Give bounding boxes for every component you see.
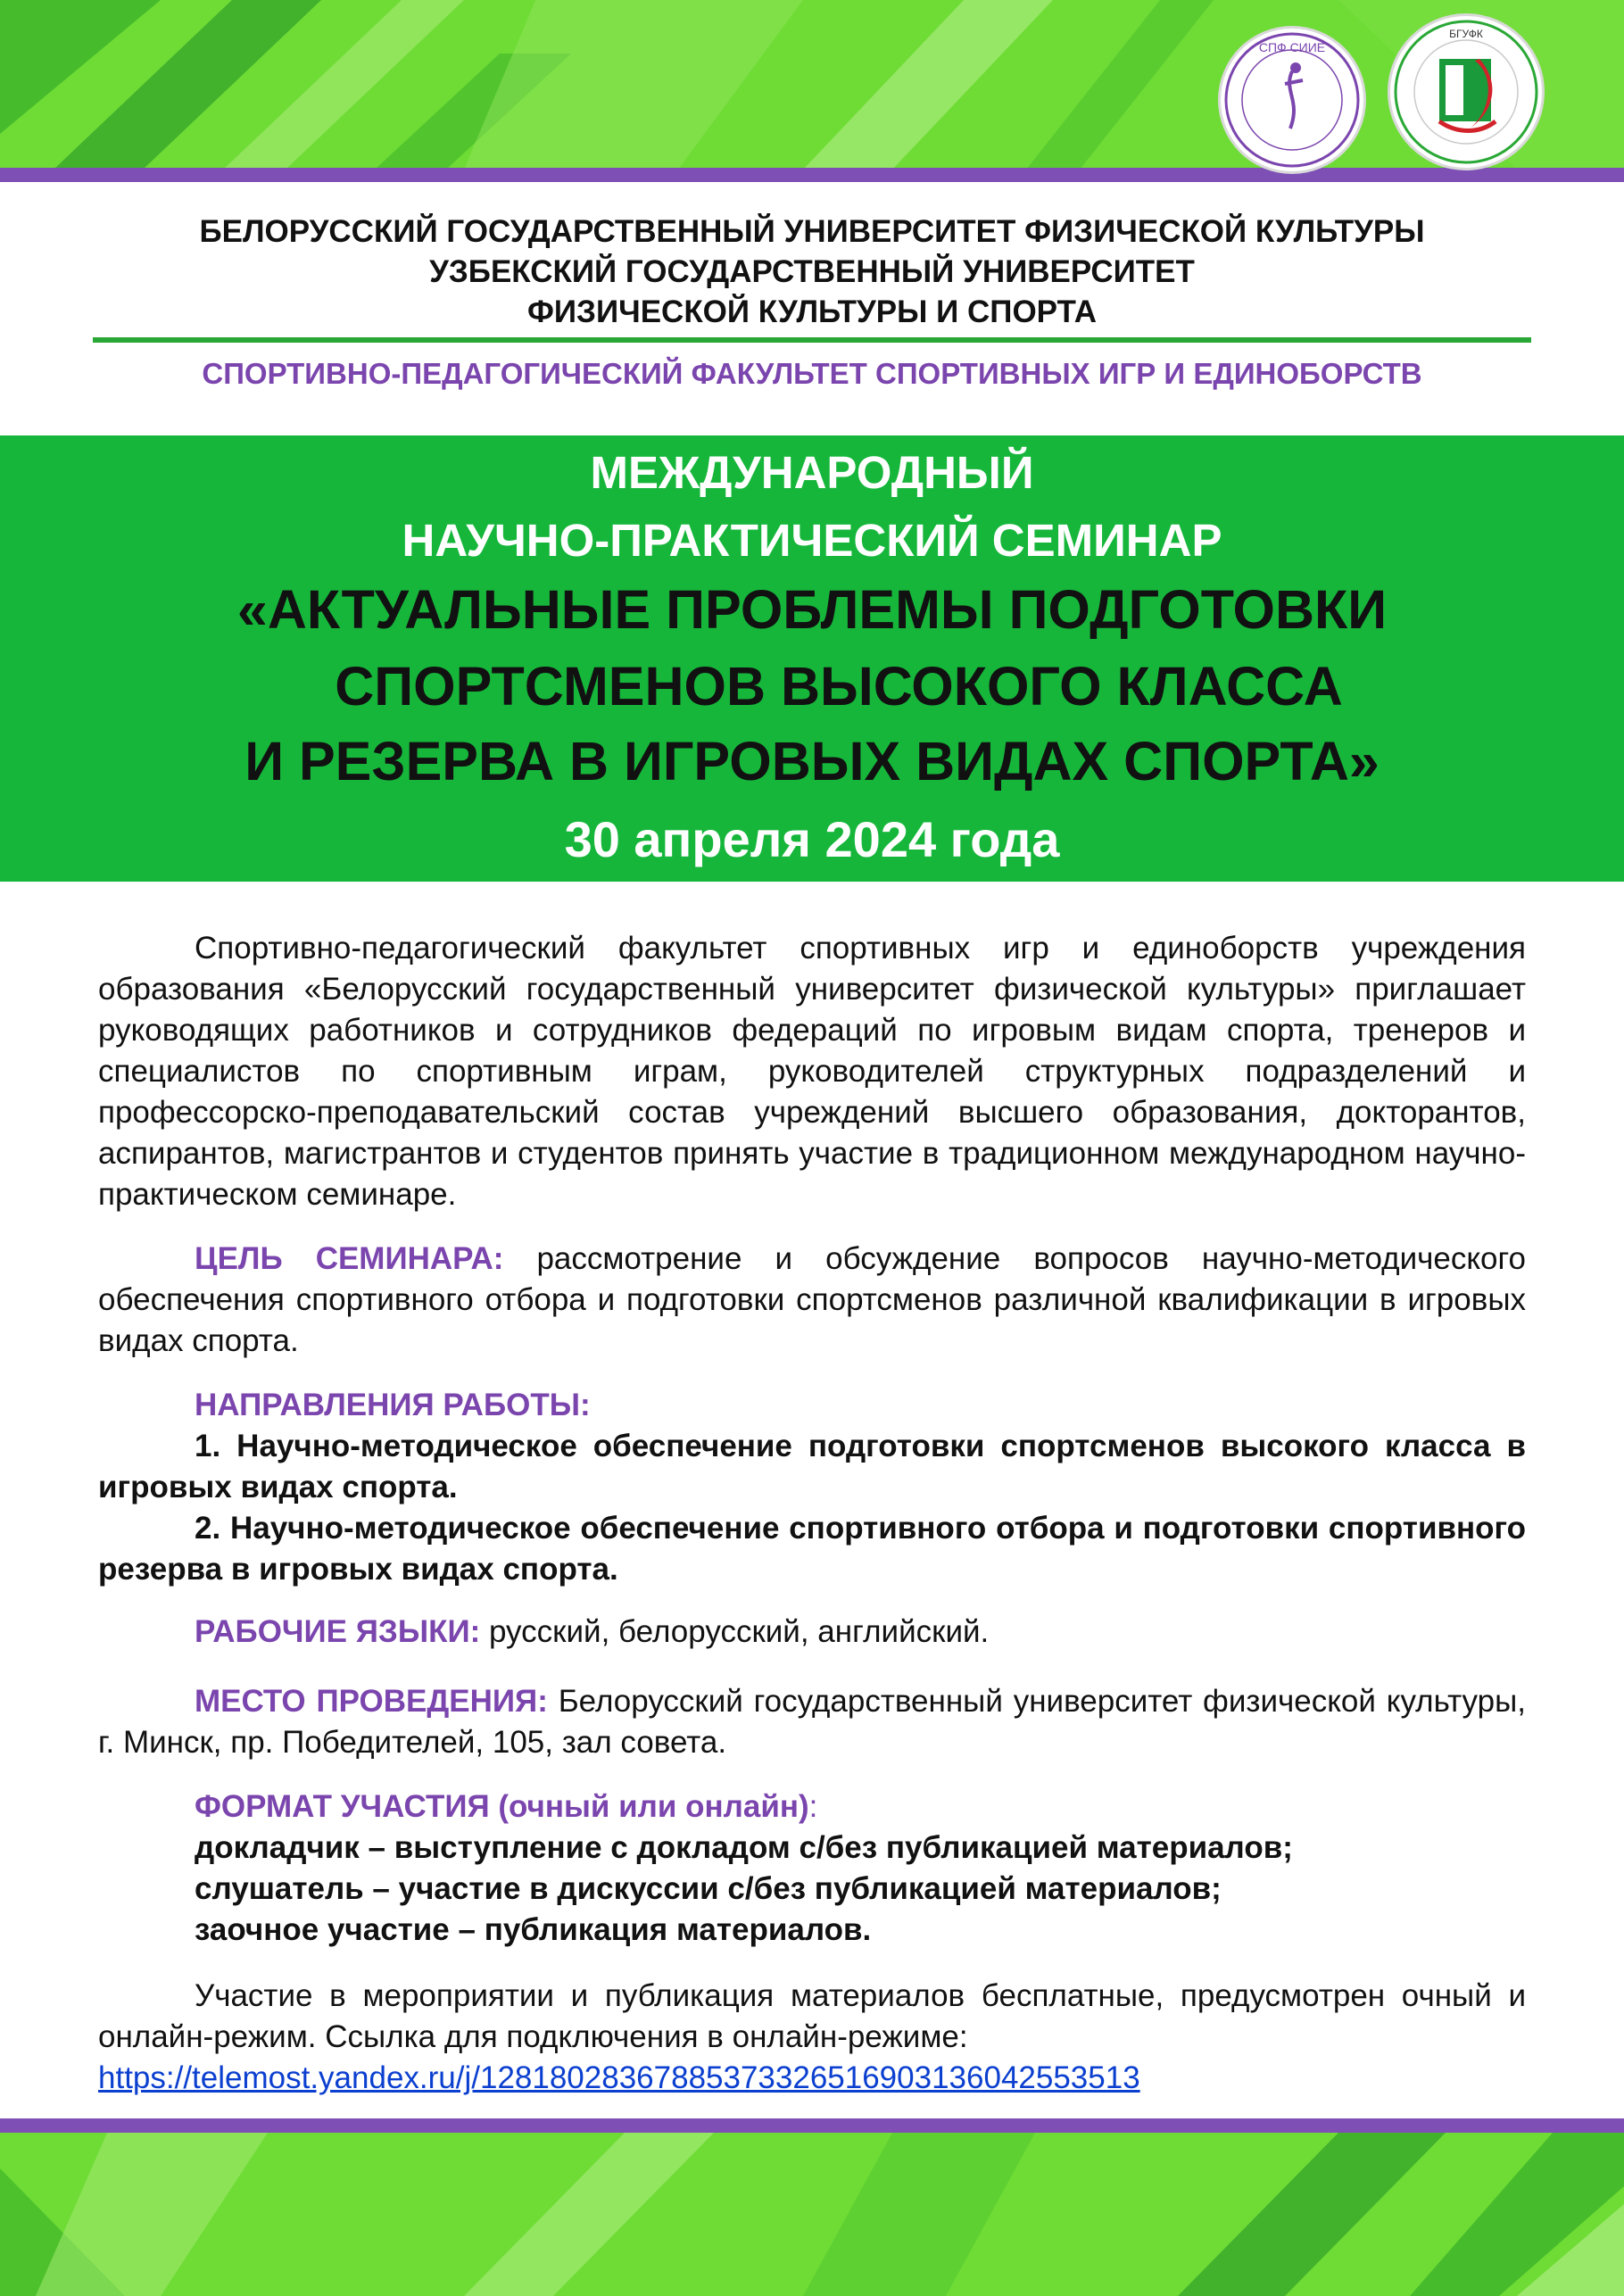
format-label-line — [98, 1786, 1526, 1828]
title-line-3: «АКТУАЛЬНЫЕ ПРОБЛЕМЫ ПОДГОТОВКИ — [236, 579, 1388, 640]
languages-label: РАБОЧИЕ ЯЗЫКИ: — [195, 1614, 481, 1649]
university-line-3: ФИЗИЧЕСКОЙ КУЛЬТУРЫ И СПОРТА — [527, 294, 1097, 329]
goal-label: ЦЕЛЬ СЕМИНАРА: — [195, 1241, 504, 1276]
closing-paragraph: Участие в мероприятии и публикация материалов бесплатные, предусмотрен очный и онлайн-режим. Ссылка для подключения в онлайн-режиме: — [98, 1978, 1526, 2054]
direction-item-2: 2. Научно-методическое обеспечение спортивного отбора и подготовки спортивного резерва в игровых видах спорта. — [98, 1511, 1526, 1587]
online-meeting-link[interactable]: https://telemost.yandex.ru/j/12818028367885373326516903136042553513 — [98, 2060, 1140, 2095]
venue-paragraph — [98, 1681, 1526, 1763]
faculty-name: СПОРТИВНО-ПЕДАГОГИЧЕСКИЙ ФАКУЛЬТЕТ СПОРТИВНЫХ ИГР И ЕДИНОБОРСТВ — [202, 357, 1422, 390]
header-purple-line — [0, 168, 1624, 182]
direction-item-1: 1. Научно-методическое обеспечение подготовки спортсменов высокого класса в игровых видах спорта. — [98, 1429, 1526, 1504]
title-line-2: НАУЧНО-ПРАКТИЧЕСКИЙ СЕМИНАР — [402, 515, 1222, 566]
footer-diagonal-stripes-decoration — [0, 2133, 1624, 2296]
venue-text: Белорусский государственный университет физической культуры, г. Минск, пр. Победителей, 105, зал совета. — [98, 1684, 1526, 1760]
title-line-4: СПОРТСМЕНОВ ВЫСОКОГО КЛАССА — [335, 656, 1343, 717]
spf-siie-logo — [1221, 29, 1363, 171]
online-link-line — [98, 2058, 1526, 2099]
intro-paragraph: Спортивно-педагогический факультет спортивных игр и единоборств учреждения образования «Белорусский государственный университет физической культуры» приглашает руководящих работников и сотрудников федераций по игровым видам спорта, тренеров и специалистов по спортивным играм, руководителей структурных подразделений и профессорско-преподавательский состав учреждений высшего образования, докторантов, аспирантов, магистрантов и студентов принять участие в традиционном международном научно-практическом семинаре. — [98, 931, 1526, 1212]
footer-purple-line — [0, 2118, 1624, 2133]
title-line-1: МЕЖДУНАРОДНЫЙ — [590, 447, 1034, 498]
format-item-listener: слушатель – участие в дискуссии с/без публикацией материалов; — [195, 1871, 1222, 1906]
goal-paragraph — [98, 1239, 1526, 1362]
title-line-5: И РЕЗЕРВА В ИГРОВЫХ ВИДАХ СПОРТА» — [244, 731, 1380, 792]
seminar-date: 30 апреля 2024 года — [564, 811, 1060, 867]
goal-text: рассмотрение и обсуждение вопросов научно-методического обеспечения спортивного отбора и подготовки спортсменов различной квалификации в игровых видах спорта. — [98, 1241, 1526, 1358]
university-line-1: БЕЛОРУССКИЙ ГОСУДАРСТВЕННЫЙ УНИВЕРСИТЕТ ФИЗИЧЕСКОЙ КУЛЬТУРЫ — [199, 214, 1425, 249]
directions-label: НАПРАВЛЕНИЯ РАБОТЫ: — [195, 1388, 591, 1422]
header-divider — [93, 337, 1531, 343]
logo1-text: СПФ СИИЕ — [1258, 40, 1326, 54]
diagonal-stripes-decoration — [0, 0, 1624, 170]
languages-paragraph — [98, 1612, 1526, 1653]
seminar-title-block — [0, 435, 1624, 882]
format-label: ФОРМАТ УЧАСТИЯ (очный или онлайн) — [195, 1789, 809, 1824]
logo2-text: БГУФК — [1449, 28, 1483, 40]
university-line-2: УЗБЕКСКИЙ ГОСУДАРСТВЕННЫЙ УНИВЕРСИТЕТ — [429, 254, 1195, 289]
format-item-speaker: докладчик – выступление с докладом с/без публикацией материалов; — [195, 1830, 1293, 1865]
format-colon: : — [808, 1789, 818, 1824]
bguofk-logo — [1390, 16, 1542, 168]
format-item-correspondence: заочное участие – публикация материалов. — [195, 1912, 872, 1947]
directions-label-line — [98, 1385, 1526, 1426]
footer-banner — [0, 2133, 1624, 2296]
languages-text: русский, белорусский, английский. — [480, 1614, 990, 1649]
venue-label: МЕСТО ПРОВЕДЕНИЯ: — [195, 1684, 548, 1719]
header-banner — [0, 0, 1624, 170]
